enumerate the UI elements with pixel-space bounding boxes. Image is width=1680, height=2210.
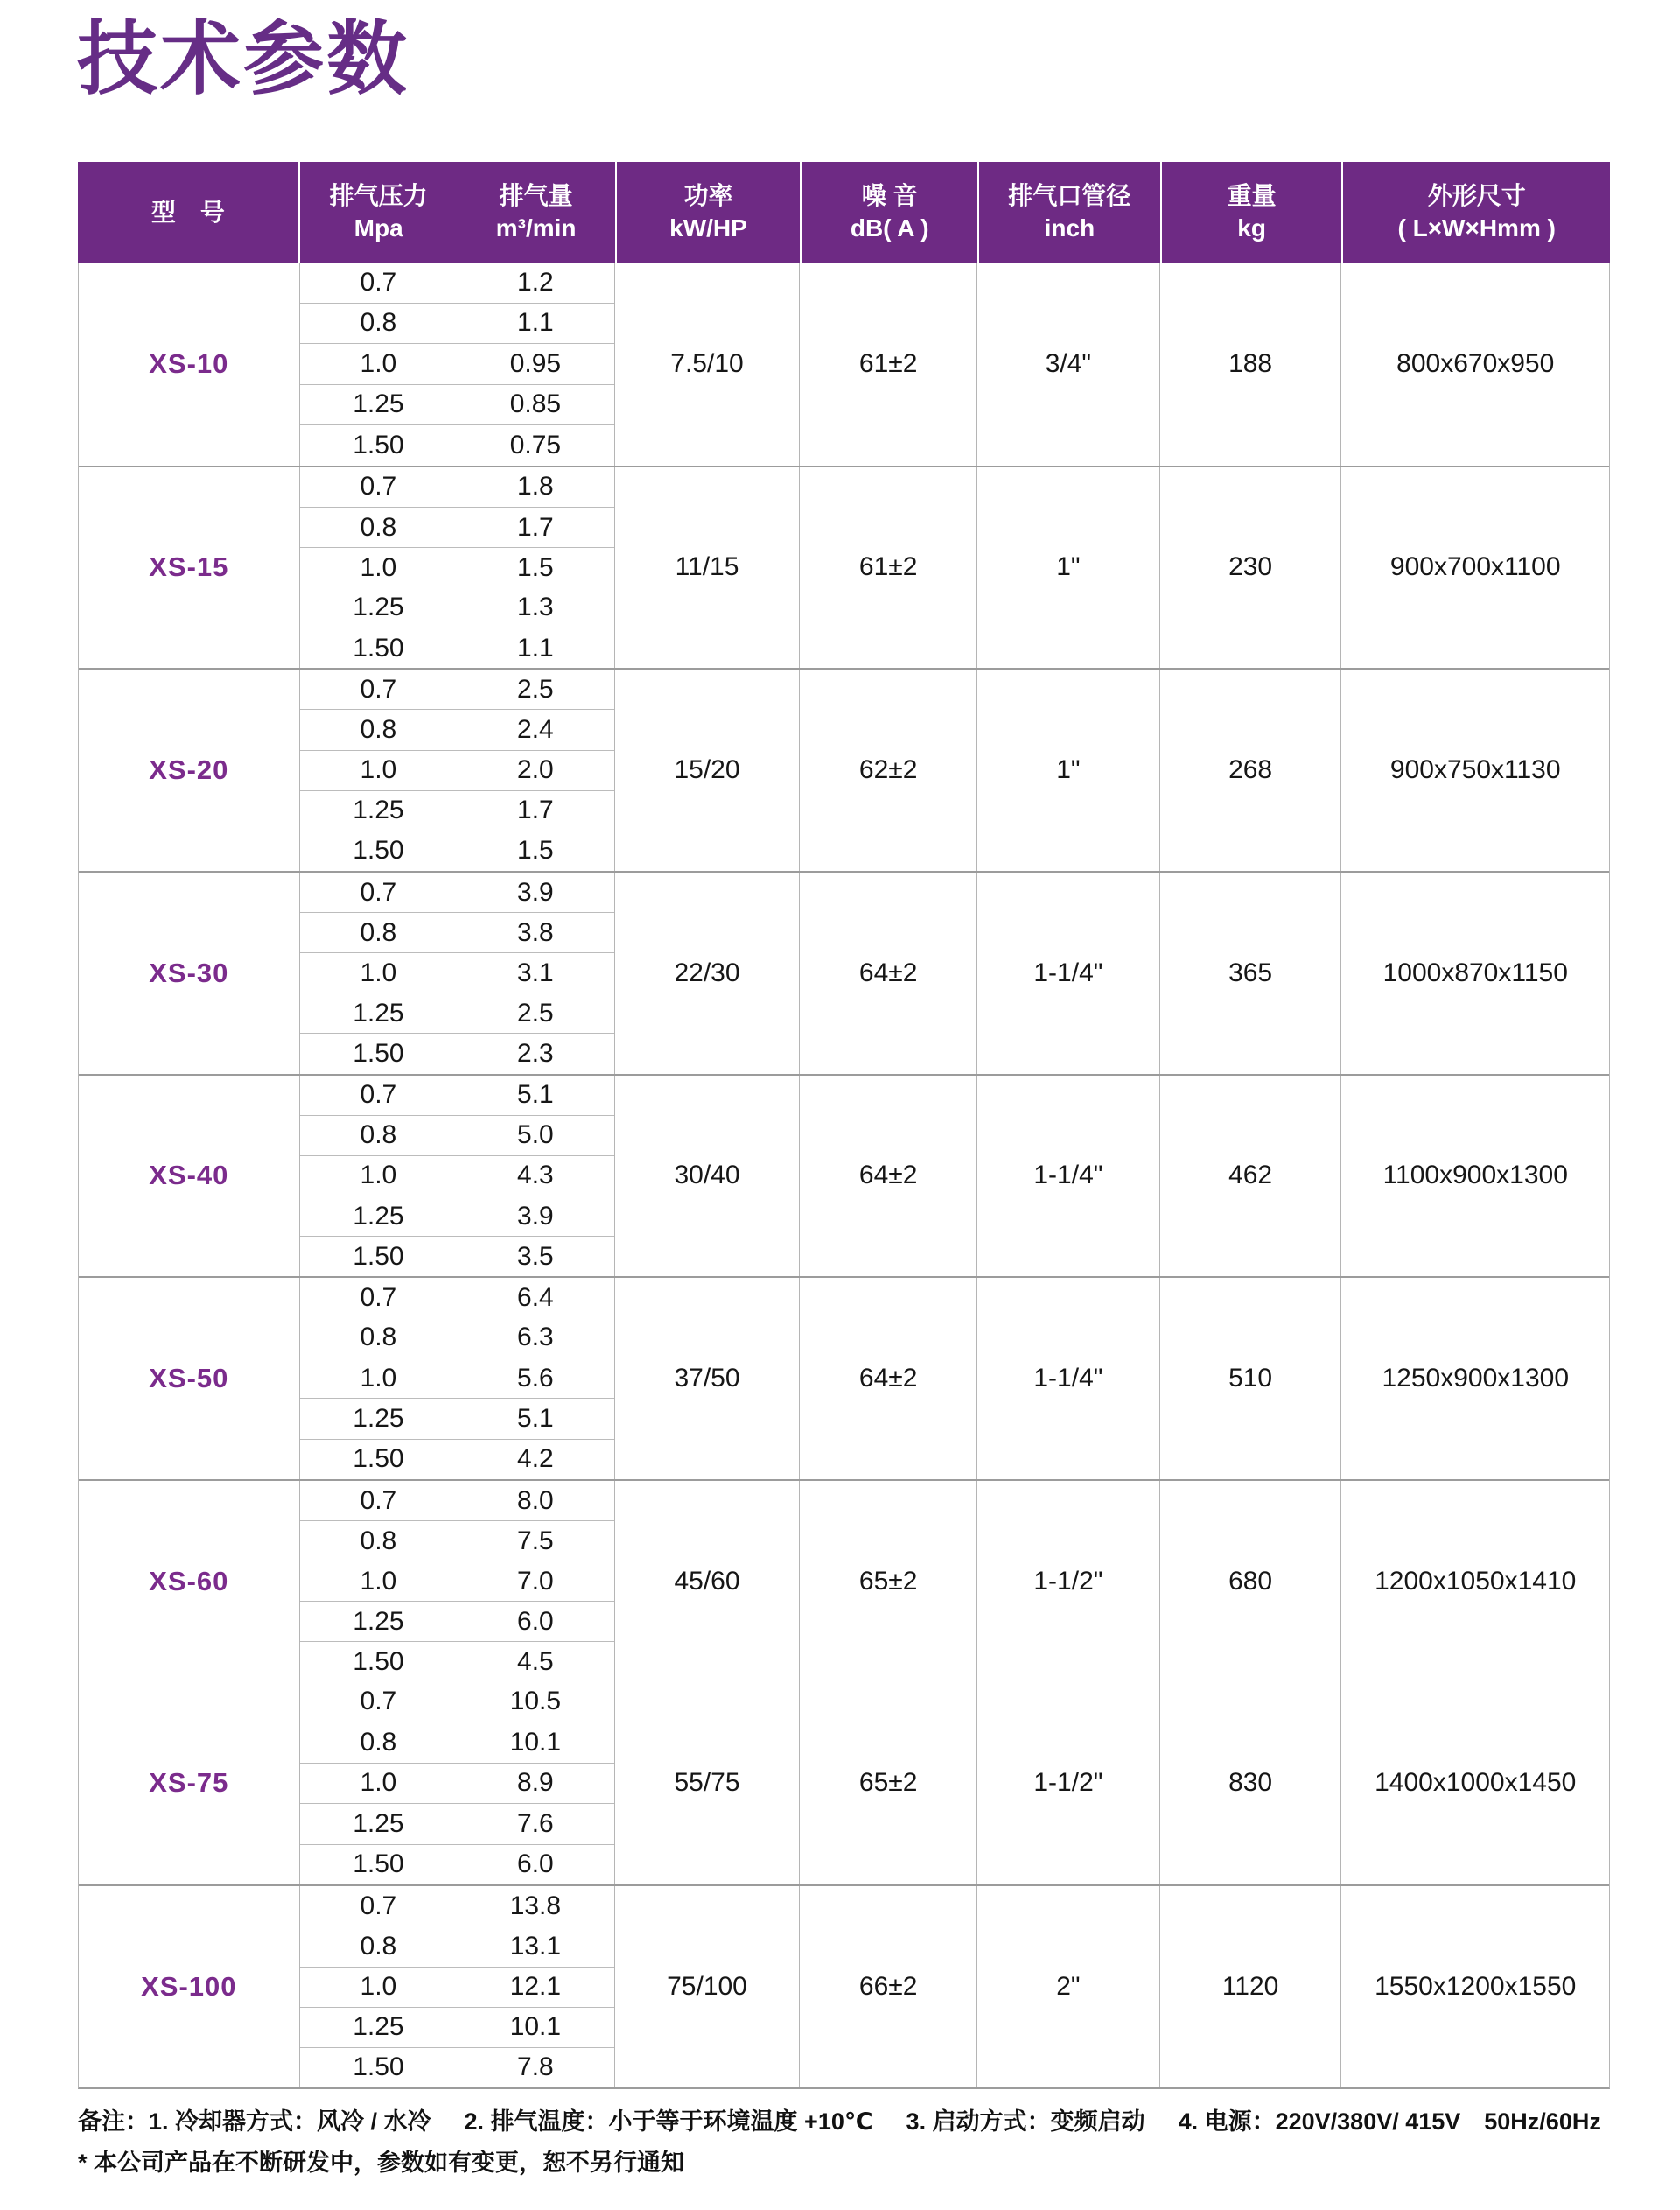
spec-table bbox=[78, 162, 1610, 2089]
pressure-value: 0.7 bbox=[360, 1485, 397, 1515]
header-cell-pressure bbox=[300, 162, 458, 263]
noise-value: 65±2 bbox=[799, 1481, 976, 1682]
displacement-value: 8.9 bbox=[517, 1768, 554, 1798]
power-value: 75/100 bbox=[614, 1886, 800, 2087]
pressure-displacement-grid bbox=[299, 1886, 614, 2087]
footer-notes bbox=[78, 2102, 1601, 2136]
dimensions-value: 1250x900x1300 bbox=[1340, 1278, 1609, 1479]
weight-value: 188 bbox=[1159, 263, 1341, 466]
displacement-value: 1.1 bbox=[517, 308, 554, 338]
dimensions-value: 900x700x1100 bbox=[1340, 467, 1609, 669]
weight-value: 230 bbox=[1159, 467, 1341, 669]
spec-row bbox=[300, 913, 614, 953]
pressure-displacement-grid bbox=[299, 1278, 614, 1479]
pressure-value: 1.50 bbox=[353, 430, 404, 460]
pressure-value: 1.25 bbox=[353, 796, 404, 825]
header-unit: m³/min bbox=[495, 214, 577, 242]
spec-row bbox=[300, 1804, 614, 1845]
noise-value: 64±2 bbox=[799, 873, 976, 1074]
dimensions-value: 1400x1000x1450 bbox=[1340, 1682, 1609, 1885]
pressure-value: 1.0 bbox=[360, 1972, 397, 2002]
displacement-value: 3.8 bbox=[517, 917, 554, 947]
model-block bbox=[79, 871, 1609, 1074]
port-size-value: 1-1/4" bbox=[976, 1278, 1159, 1479]
pressure-displacement-grid bbox=[299, 873, 614, 1074]
header-unit: kg bbox=[1237, 214, 1266, 242]
displacement-value: 8.0 bbox=[517, 1485, 554, 1515]
power-value: 7.5/10 bbox=[614, 263, 800, 466]
displacement-value: 5.1 bbox=[517, 1080, 554, 1110]
header-cell-displacement bbox=[458, 162, 615, 263]
model-block bbox=[79, 466, 1609, 669]
displacement-value: 5.6 bbox=[517, 1363, 554, 1393]
pressure-value: 0.8 bbox=[360, 512, 397, 542]
spec-row bbox=[300, 1845, 614, 1885]
spec-row bbox=[300, 953, 614, 993]
spec-row bbox=[300, 1481, 614, 1521]
noise-value: 62±2 bbox=[799, 670, 976, 871]
spec-row bbox=[300, 304, 614, 345]
header-unit: ( L×W×Hmm ) bbox=[1397, 214, 1556, 242]
displacement-value: 7.6 bbox=[517, 1808, 554, 1838]
spec-row bbox=[300, 1642, 614, 1681]
header-label: 外形尺寸 bbox=[1427, 182, 1526, 209]
spec-row bbox=[300, 1926, 614, 1967]
dimensions-value: 1550x1200x1550 bbox=[1340, 1886, 1609, 2087]
spec-row bbox=[300, 873, 614, 913]
model-name: XS-10 bbox=[149, 347, 229, 379]
spec-row bbox=[300, 1278, 614, 1317]
port-size-value: 2" bbox=[976, 1886, 1159, 2087]
pressure-value: 1.0 bbox=[360, 348, 397, 378]
pressure-value: 0.8 bbox=[360, 308, 397, 338]
pressure-displacement-grid bbox=[299, 1682, 614, 1885]
displacement-value: 2.5 bbox=[517, 674, 554, 704]
spec-row bbox=[300, 1521, 614, 1561]
power-value: 22/30 bbox=[614, 873, 800, 1074]
pressure-value: 0.8 bbox=[360, 1931, 397, 1961]
model-name: XS-40 bbox=[149, 1160, 229, 1191]
note-start-mode: 3. 启动方式：变频启动 bbox=[906, 2108, 1145, 2135]
model-block bbox=[79, 1074, 1609, 1277]
spec-row bbox=[300, 1358, 614, 1399]
model-block bbox=[79, 263, 1609, 466]
displacement-value: 5.1 bbox=[517, 1403, 554, 1433]
weight-value: 680 bbox=[1159, 1481, 1341, 1682]
spec-row bbox=[300, 710, 614, 750]
spec-row bbox=[300, 1722, 614, 1764]
spec-row bbox=[300, 791, 614, 831]
displacement-value: 1.1 bbox=[517, 633, 554, 663]
displacement-value: 2.3 bbox=[517, 1039, 554, 1069]
weight-value: 268 bbox=[1159, 670, 1341, 871]
spec-row bbox=[300, 831, 614, 871]
displacement-value: 4.3 bbox=[517, 1161, 554, 1190]
port-size-value: 1" bbox=[976, 670, 1159, 871]
spec-row bbox=[300, 1116, 614, 1156]
spec-row bbox=[300, 1076, 614, 1116]
pressure-value: 0.7 bbox=[360, 472, 397, 502]
power-value: 37/50 bbox=[614, 1278, 800, 1479]
spec-row bbox=[300, 1886, 614, 1926]
dimensions-value: 800x670x950 bbox=[1340, 263, 1609, 466]
spec-row bbox=[300, 751, 614, 791]
header-cell-noise bbox=[800, 162, 977, 263]
pressure-value: 0.8 bbox=[360, 1526, 397, 1555]
displacement-value: 10.1 bbox=[509, 1727, 562, 1757]
spec-row bbox=[300, 467, 614, 508]
pressure-value: 1.25 bbox=[353, 593, 404, 622]
model-name: XS-100 bbox=[141, 1971, 237, 2003]
displacement-value: 10.1 bbox=[509, 2012, 562, 2042]
page-title: 技术参数 bbox=[77, 15, 410, 104]
table-header bbox=[78, 162, 1610, 263]
header-unit: kW/HP bbox=[669, 214, 747, 242]
pressure-value: 1.50 bbox=[353, 1647, 404, 1676]
spec-row bbox=[300, 1602, 614, 1642]
pressure-value: 1.50 bbox=[353, 1039, 404, 1069]
model-name: XS-20 bbox=[149, 754, 229, 786]
pressure-value: 0.7 bbox=[360, 674, 397, 704]
displacement-value: 1.5 bbox=[517, 552, 554, 582]
pressure-value: 0.8 bbox=[360, 715, 397, 744]
displacement-value: 3.5 bbox=[517, 1241, 554, 1271]
pressure-value: 1.0 bbox=[360, 1566, 397, 1596]
pressure-value: 1.25 bbox=[353, 1201, 404, 1231]
header-cell-dimensions bbox=[1341, 162, 1610, 263]
header-unit: inch bbox=[1044, 214, 1096, 242]
pressure-value: 0.8 bbox=[360, 1322, 397, 1352]
pressure-value: 1.25 bbox=[353, 1606, 404, 1636]
displacement-value: 6.0 bbox=[517, 1849, 554, 1879]
displacement-value: 3.9 bbox=[517, 877, 554, 907]
displacement-value: 2.0 bbox=[517, 755, 554, 785]
spec-row bbox=[300, 1156, 614, 1196]
note-cooling: 备注：1. 冷却器方式：风冷 / 水冷 bbox=[78, 2108, 431, 2135]
pressure-value: 0.8 bbox=[360, 1727, 397, 1757]
noise-value: 65±2 bbox=[799, 1682, 976, 1885]
pressure-value: 0.8 bbox=[360, 1120, 397, 1150]
spec-row bbox=[300, 1764, 614, 1805]
pressure-value: 1.50 bbox=[353, 836, 404, 866]
pressure-value: 0.8 bbox=[360, 917, 397, 947]
noise-value: 64±2 bbox=[799, 1076, 976, 1277]
displacement-value: 7.8 bbox=[517, 2052, 554, 2082]
dimensions-value: 900x750x1130 bbox=[1340, 670, 1609, 871]
displacement-value: 3.9 bbox=[517, 1201, 554, 1231]
dimensions-value: 1100x900x1300 bbox=[1340, 1076, 1609, 1277]
header-label: 排气量 bbox=[499, 182, 573, 209]
displacement-value: 0.75 bbox=[509, 430, 562, 460]
pressure-value: 1.50 bbox=[353, 2052, 404, 2082]
table-body bbox=[78, 263, 1610, 2089]
displacement-value: 1.7 bbox=[517, 796, 554, 825]
pressure-value: 1.25 bbox=[353, 2012, 404, 2042]
spec-row bbox=[300, 2048, 614, 2087]
header-unit: dB( A ) bbox=[850, 214, 929, 242]
displacement-value: 6.3 bbox=[517, 1322, 554, 1352]
header-label: 型 号 bbox=[150, 198, 225, 226]
pressure-value: 0.7 bbox=[360, 1282, 397, 1312]
spec-row bbox=[300, 263, 614, 304]
model-name: XS-60 bbox=[149, 1565, 229, 1596]
spec-row bbox=[300, 344, 614, 385]
header-cell-power bbox=[615, 162, 801, 263]
model-block bbox=[79, 1479, 1609, 1682]
pressure-value: 1.0 bbox=[360, 755, 397, 785]
pressure-value: 1.50 bbox=[353, 1241, 404, 1271]
noise-value: 66±2 bbox=[799, 1886, 976, 2087]
note-exhaust-temp: 2. 排气温度：小于等于环境温度 +10℃ bbox=[464, 2108, 873, 2135]
spec-row bbox=[300, 548, 614, 587]
dimensions-value: 1000x870x1150 bbox=[1340, 873, 1609, 1074]
displacement-value: 0.85 bbox=[509, 389, 562, 419]
header-label: 排气口管径 bbox=[1008, 182, 1131, 209]
spec-row bbox=[300, 508, 614, 548]
note-power-supply: 4. 电源：220V/380V/ 415V 50Hz/60Hz bbox=[1178, 2108, 1601, 2135]
displacement-value: 4.5 bbox=[517, 1647, 554, 1676]
displacement-value: 1.3 bbox=[517, 593, 554, 622]
header-unit: Mpa bbox=[354, 214, 403, 242]
displacement-value: 10.5 bbox=[509, 1687, 562, 1716]
displacement-value: 1.2 bbox=[517, 267, 554, 297]
pressure-value: 0.7 bbox=[360, 267, 397, 297]
pressure-value: 1.0 bbox=[360, 552, 397, 582]
displacement-value: 2.4 bbox=[517, 715, 554, 744]
spec-row bbox=[300, 2008, 614, 2048]
spec-row bbox=[300, 1968, 614, 2008]
pressure-value: 1.25 bbox=[353, 1808, 404, 1838]
displacement-value: 1.5 bbox=[517, 836, 554, 866]
noise-value: 61±2 bbox=[799, 467, 976, 669]
displacement-value: 2.5 bbox=[517, 998, 554, 1028]
displacement-value: 3.1 bbox=[517, 958, 554, 987]
pressure-displacement-grid bbox=[299, 1481, 614, 1682]
port-size-value: 1-1/2" bbox=[976, 1481, 1159, 1682]
port-size-value: 1" bbox=[976, 467, 1159, 669]
header-cell-port bbox=[977, 162, 1160, 263]
noise-value: 64±2 bbox=[799, 1278, 976, 1479]
pressure-value: 1.50 bbox=[353, 1444, 404, 1474]
displacement-value: 1.7 bbox=[517, 512, 554, 542]
pressure-value: 0.7 bbox=[360, 1080, 397, 1110]
power-value: 11/15 bbox=[614, 467, 800, 669]
spec-row bbox=[300, 385, 614, 426]
spec-row bbox=[300, 1440, 614, 1479]
disclaimer: * 本公司产品在不断研发中，参数如有变更，恕不另行通知 bbox=[78, 2150, 685, 2176]
spec-row bbox=[300, 670, 614, 710]
pressure-displacement-grid bbox=[299, 467, 614, 669]
header-cell-model bbox=[78, 162, 298, 263]
spec-row bbox=[300, 1682, 614, 1723]
pressure-value: 1.25 bbox=[353, 998, 404, 1028]
power-value: 15/20 bbox=[614, 670, 800, 871]
pressure-value: 0.7 bbox=[360, 1891, 397, 1920]
pressure-value: 1.0 bbox=[360, 958, 397, 987]
pressure-value: 0.7 bbox=[360, 1687, 397, 1716]
model-block bbox=[79, 1884, 1609, 2087]
spec-row bbox=[300, 588, 614, 628]
spec-row bbox=[300, 1237, 614, 1276]
noise-value: 61±2 bbox=[799, 263, 976, 466]
weight-value: 830 bbox=[1159, 1682, 1341, 1885]
spec-row bbox=[300, 1196, 614, 1237]
weight-value: 510 bbox=[1159, 1278, 1341, 1479]
model-name: XS-50 bbox=[149, 1363, 229, 1394]
power-value: 55/75 bbox=[614, 1682, 800, 1885]
spec-row bbox=[300, 628, 614, 668]
spec-row bbox=[300, 1318, 614, 1358]
pressure-value: 0.7 bbox=[360, 877, 397, 907]
pressure-displacement-grid bbox=[299, 1076, 614, 1277]
pressure-displacement-grid bbox=[299, 670, 614, 871]
model-name: XS-75 bbox=[149, 1767, 229, 1799]
displacement-value: 6.0 bbox=[517, 1606, 554, 1636]
pressure-value: 1.0 bbox=[360, 1161, 397, 1190]
pressure-value: 1.50 bbox=[353, 1849, 404, 1879]
model-block bbox=[79, 1682, 1609, 1885]
spec-row bbox=[300, 1399, 614, 1439]
dimensions-value: 1200x1050x1410 bbox=[1340, 1481, 1609, 1682]
header-label: 排气压力 bbox=[329, 182, 428, 209]
pressure-displacement-grid bbox=[299, 263, 614, 466]
header-cell-weight bbox=[1160, 162, 1342, 263]
pressure-value: 1.0 bbox=[360, 1363, 397, 1393]
displacement-value: 13.8 bbox=[509, 1891, 562, 1920]
displacement-value: 0.95 bbox=[509, 348, 562, 378]
port-size-value: 1-1/4" bbox=[976, 1076, 1159, 1277]
spec-row bbox=[300, 425, 614, 466]
displacement-value: 6.4 bbox=[517, 1282, 554, 1312]
power-value: 45/60 bbox=[614, 1481, 800, 1682]
port-size-value: 1-1/4" bbox=[976, 873, 1159, 1074]
model-block bbox=[79, 1276, 1609, 1479]
spec-row bbox=[300, 1034, 614, 1073]
power-value: 30/40 bbox=[614, 1076, 800, 1277]
port-size-value: 1-1/2" bbox=[976, 1682, 1159, 1885]
port-size-value: 3/4" bbox=[976, 263, 1159, 466]
weight-value: 462 bbox=[1159, 1076, 1341, 1277]
displacement-value: 5.0 bbox=[517, 1120, 554, 1150]
weight-value: 365 bbox=[1159, 873, 1341, 1074]
displacement-value: 4.2 bbox=[517, 1444, 554, 1474]
displacement-value: 7.0 bbox=[517, 1566, 554, 1596]
spec-row bbox=[300, 1561, 614, 1602]
header-label: 噪 音 bbox=[861, 182, 918, 209]
displacement-value: 13.1 bbox=[509, 1931, 562, 1961]
pressure-value: 1.25 bbox=[353, 1403, 404, 1433]
model-block bbox=[79, 668, 1609, 871]
spec-row bbox=[300, 993, 614, 1034]
pressure-value: 1.50 bbox=[353, 633, 404, 663]
header-label: 功率 bbox=[683, 182, 733, 209]
pressure-value: 1.25 bbox=[353, 389, 404, 419]
displacement-value: 1.8 bbox=[517, 472, 554, 502]
model-name: XS-30 bbox=[149, 957, 229, 988]
displacement-value: 12.1 bbox=[509, 1972, 562, 2002]
header-label: 重量 bbox=[1227, 182, 1277, 209]
weight-value: 1120 bbox=[1159, 1886, 1341, 2087]
model-name: XS-15 bbox=[149, 551, 229, 583]
header-group-pressure-displacement bbox=[298, 162, 615, 263]
displacement-value: 7.5 bbox=[517, 1526, 554, 1555]
pressure-value: 1.0 bbox=[360, 1768, 397, 1798]
